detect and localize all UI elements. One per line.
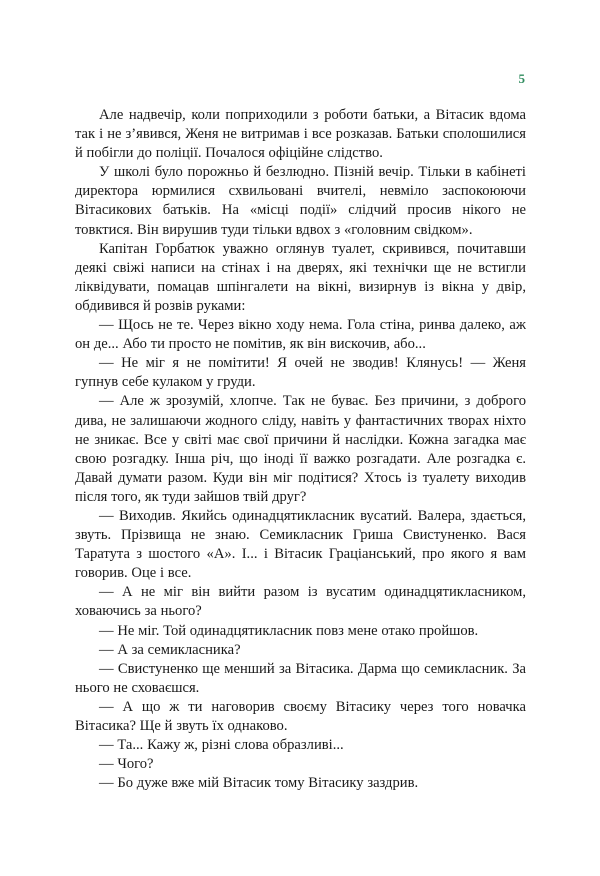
paragraph: — А що ж ти наговорив своєму Вітасику через того новачка Вітасика? Ще й звуть їх однаково.: [75, 698, 526, 734]
paragraph: — Не міг я не помітити! Я очей не зводив! Клянусь! — Женя гупнув себе кулаком у груди.: [75, 355, 526, 391]
paragraph: — Та... Кажу ж, різні слова образливі...: [99, 737, 344, 754]
page-number: 5: [518, 71, 525, 86]
paragraph: — Свистуненко ще менший за Вітасика. Дарма що семикласник. За нього не сховаєшся.: [75, 660, 526, 696]
body-text-block: [75, 106, 526, 793]
folio-row: [75, 72, 525, 90]
paragraph: — Але ж зрозумій, хлопче. Так не буває. Без причини, з доброго дива, не залишаючи жодного сліду, навіть у фантастичних творах ніхто не зникає. Все у світі має свої причини й наслідки. Кожна загадка має свою розгадку. Інша річ, що іноді її важко розгадати. Але розгадка є. Давай думати разом. Куди він міг подітися? Хтось із туалету виходив після того, як туди зайшов твій друг?: [75, 393, 526, 505]
paragraph: — Бо дуже вже мій Вітасик тому Вітасику заздрив.: [99, 775, 419, 792]
paragraph: — Не міг. Той одинадцятикласник повз мене отако пройшов.: [99, 622, 479, 639]
paragraph: — А за семикласника?: [99, 641, 241, 658]
paragraph: Капітан Горбатюк уважно оглянув туалет, скривився, почитавши деякі свіжі написи на стінах і на дверях, які технічки ще не встигли ліквідувати, помацав шпінгалети на вікні, визирнув із вікна у двір, обдивився й розвів руками:: [75, 240, 526, 314]
paragraph: — Чого?: [99, 756, 154, 773]
paragraph: У школі було порожньо й безлюдно. Пізній вечір. Тільки в кабінеті директора юрмилися схвильовані вчителі, невміло заспокоюючи Вітасикових батьків. На «місці події» слідчий просив нікого не товктися. Він вирушив туди тільки вдвох з «головним свідком».: [75, 164, 526, 238]
paragraph: — Виходив. Якийсь одинадцятикласник вусатий. Валера, здається, звуть. Прізвища не знаю. Семикласник Гриша Свистуненко. Вася Таратута з шостого «А». І... і Вітасик Граціанський, про якого я вам говорив. Оце і все.: [75, 507, 526, 582]
paragraph: — А не міг він вийти разом із вусатим одинадцятикласником, ховаючись за нього?: [75, 584, 526, 620]
paragraph: Але надвечір, коли поприходили з роботи батьки, а Вітасик вдома так і не з’явився, Женя не витримав і все розказав. Батьки сполошилися й побігли до поліції. Почалося офіційне слідство.: [75, 107, 526, 162]
paragraph: — Щось не те. Через вікно ходу нема. Гола стіна, ринва далеко, аж он де... Або ти просто не помітив, як він вискочив, або...: [75, 317, 526, 353]
